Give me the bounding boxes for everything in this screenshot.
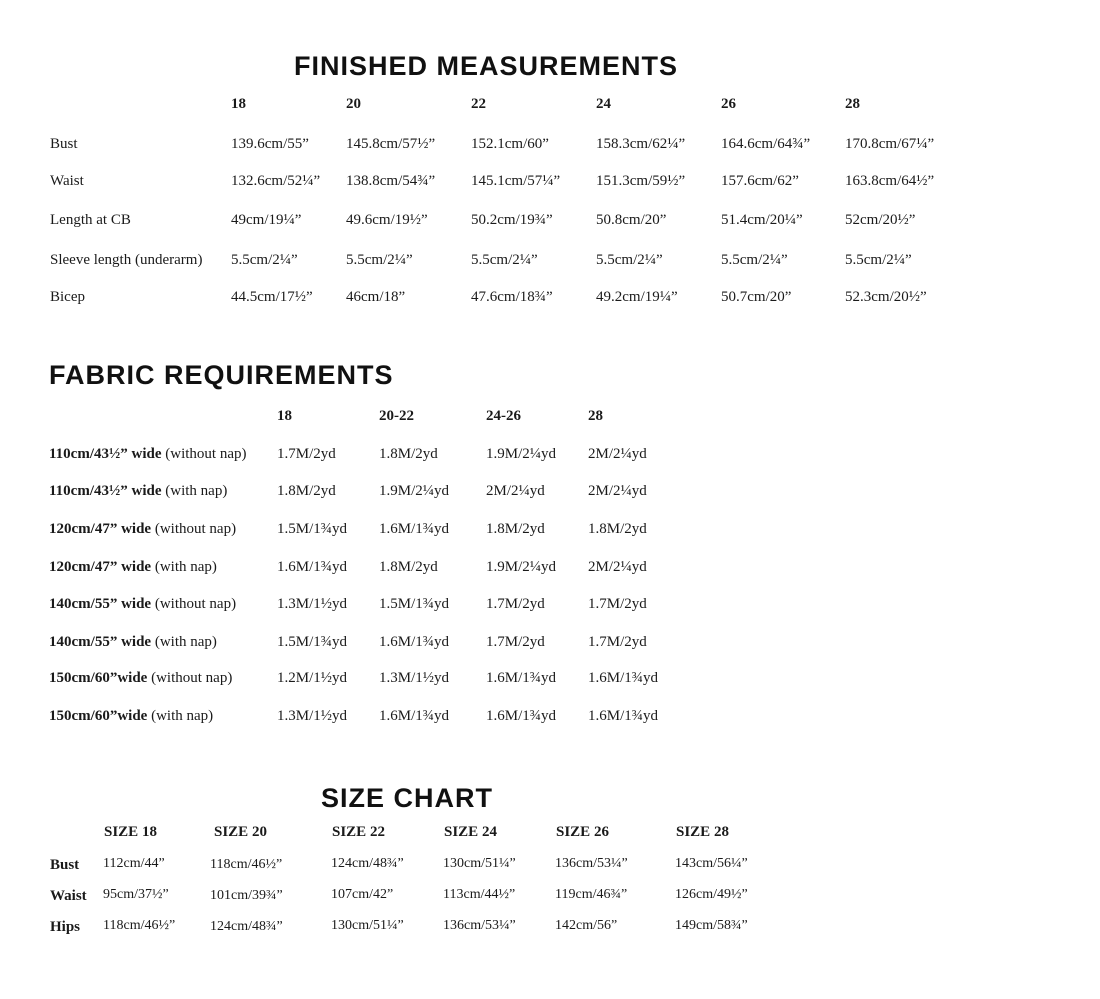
fabric-amount: 1.7M/2yd — [277, 446, 336, 462]
measurement-value: 49.2cm/19¼” — [596, 289, 678, 305]
measurement-value: 158.3cm/62¼” — [596, 136, 686, 152]
measurement-value: 52.3cm/20½” — [845, 289, 927, 305]
measurement-value: 138.8cm/54¾” — [346, 173, 436, 189]
fabric-amount: 1.8M/2yd — [379, 559, 438, 575]
fabric-amount: 1.6M/1¾yd — [277, 559, 348, 575]
row-label: Waist — [50, 888, 87, 904]
fabric-amount: 1.6M/1¾yd — [588, 708, 659, 724]
measurement-value: 5.5cm/2¼” — [845, 252, 912, 268]
body-measurement: 143cm/56¼” — [675, 856, 748, 871]
body-measurement: 118cm/46½” — [103, 918, 176, 933]
measurement-value: 49.6cm/19½” — [346, 212, 428, 228]
body-measurement: 101cm/39¾” — [210, 888, 283, 903]
fabric-amount: 1.8M/2yd — [277, 483, 336, 499]
measurement-value: 50.2cm/19¾” — [471, 212, 553, 228]
body-measurement: 126cm/49½” — [675, 887, 748, 902]
size-header: 28 — [588, 408, 603, 424]
row-label: Length at CB — [50, 212, 131, 228]
row-label: Bicep — [50, 289, 85, 305]
measurement-value: 5.5cm/2¼” — [721, 252, 788, 268]
fabric-amount: 1.5M/1¾yd — [277, 634, 348, 650]
fabric-amount: 2M/2¼yd — [486, 483, 545, 499]
fabric-width: 150cm/60”wide — [49, 708, 148, 724]
fabric-width-label — [49, 709, 213, 724]
measurement-value: 132.6cm/52¼” — [231, 173, 321, 189]
measurement-value: 145.8cm/57½” — [346, 136, 436, 152]
fabric-width-label — [49, 447, 246, 462]
nap-note: (with nap) — [151, 559, 217, 575]
measurement-value: 151.3cm/59½” — [596, 173, 686, 189]
body-measurement: 136cm/53¼” — [443, 918, 516, 933]
body-measurement: 107cm/42” — [331, 887, 394, 902]
nap-note: (without nap) — [147, 670, 233, 686]
fabric-width: 140cm/55” wide — [49, 634, 152, 650]
measurement-value: 163.8cm/64½” — [845, 173, 935, 189]
body-measurement: 149cm/58¾” — [675, 918, 748, 933]
measurement-value: 164.6cm/64¾” — [721, 136, 811, 152]
fabric-amount: 1.6M/1¾yd — [379, 708, 450, 724]
fabric-width: 140cm/55” wide — [49, 596, 152, 612]
size-header: 20 — [346, 96, 361, 112]
body-measurement: 124cm/48¾” — [331, 856, 404, 871]
fabric-amount: 1.3M/1½yd — [277, 596, 348, 612]
measurement-value: 157.6cm/62” — [721, 173, 799, 189]
body-measurement: 124cm/48¾” — [210, 919, 283, 934]
fabric-amount: 1.7M/2yd — [486, 634, 545, 650]
nap-note: (without nap) — [151, 596, 237, 612]
fabric-amount: 1.7M/2yd — [588, 634, 647, 650]
nap-note: (with nap) — [151, 634, 217, 650]
nap-note: (with nap) — [147, 708, 214, 724]
row-label: Hips — [50, 919, 81, 935]
fabric-amount: 1.2M/1½yd — [277, 670, 348, 686]
row-label: Bust — [50, 857, 80, 873]
size-header: 18 — [231, 96, 246, 112]
size-header: 18 — [277, 408, 292, 424]
size-header: SIZE 18 — [104, 824, 157, 840]
body-measurement: 113cm/44½” — [443, 887, 516, 902]
measurement-value: 5.5cm/2¼” — [231, 252, 298, 268]
measurement-value: 49cm/19¼” — [231, 212, 302, 228]
measurement-value: 47.6cm/18¾” — [471, 289, 553, 305]
measurement-value: 5.5cm/2¼” — [346, 252, 413, 268]
fabric-amount: 1.8M/2yd — [379, 446, 438, 462]
fabric-amount: 1.9M/2¼yd — [486, 446, 557, 462]
fabric-amount: 1.8M/2yd — [486, 521, 545, 537]
body-measurement: 95cm/37½” — [103, 887, 169, 902]
fabric-amount: 1.6M/1¾yd — [379, 521, 450, 537]
fabric-requirements-title: FABRIC REQUIREMENTS — [49, 360, 394, 390]
body-measurement: 142cm/56” — [555, 918, 618, 933]
fabric-width-label — [49, 597, 236, 612]
fabric-width-label — [49, 522, 236, 537]
fabric-amount: 1.8M/2yd — [588, 521, 647, 537]
measurement-value: 50.8cm/20” — [596, 212, 667, 228]
fabric-amount: 1.9M/2¼yd — [379, 483, 450, 499]
measurement-value: 52cm/20½” — [845, 212, 916, 228]
measurement-value: 170.8cm/67¼” — [845, 136, 935, 152]
fabric-amount: 1.6M/1¾yd — [486, 670, 557, 686]
size-header: 26 — [721, 96, 736, 112]
fabric-amount: 1.9M/2¼yd — [486, 559, 557, 575]
measurement-value: 145.1cm/57¼” — [471, 173, 561, 189]
fabric-width: 110cm/43½” wide — [49, 483, 162, 499]
nap-note: (without nap) — [161, 446, 247, 462]
size-header: SIZE 26 — [556, 824, 609, 840]
fabric-amount: 1.3M/1½yd — [277, 708, 348, 724]
size-header: 28 — [845, 96, 860, 112]
size-header: 24-26 — [486, 408, 521, 424]
measurement-value: 5.5cm/2¼” — [596, 252, 663, 268]
fabric-width-label — [49, 671, 232, 686]
finished-measurements-title: FINISHED MEASUREMENTS — [294, 51, 679, 81]
nap-note: (without nap) — [151, 521, 237, 537]
measurement-value: 44.5cm/17½” — [231, 289, 313, 305]
fabric-width-label — [49, 635, 217, 650]
fabric-amount: 1.6M/1¾yd — [379, 634, 450, 650]
measurement-value: 139.6cm/55” — [231, 136, 309, 152]
fabric-amount: 1.7M/2yd — [588, 596, 647, 612]
fabric-amount: 1.6M/1¾yd — [486, 708, 557, 724]
size-header: SIZE 24 — [444, 824, 497, 840]
measurement-value: 51.4cm/20¼” — [721, 212, 803, 228]
nap-note: (with nap) — [161, 483, 228, 499]
size-header: 20-22 — [379, 408, 414, 424]
size-header: SIZE 20 — [214, 824, 267, 840]
body-measurement: 130cm/51¼” — [443, 856, 516, 871]
fabric-width: 150cm/60”wide — [49, 670, 148, 686]
row-label: Sleeve length (underarm) — [50, 252, 203, 268]
size-header: SIZE 22 — [332, 824, 385, 840]
fabric-width: 110cm/43½” wide — [49, 446, 162, 462]
measurement-value: 46cm/18” — [346, 289, 406, 305]
fabric-amount: 2M/2¼yd — [588, 446, 647, 462]
body-measurement: 136cm/53¼” — [555, 856, 628, 871]
size-header: 24 — [596, 96, 611, 112]
fabric-amount: 2M/2¼yd — [588, 483, 647, 499]
body-measurement: 119cm/46¾” — [555, 887, 628, 902]
fabric-width-label — [49, 484, 227, 499]
size-header: 22 — [471, 96, 486, 112]
measurement-value: 5.5cm/2¼” — [471, 252, 538, 268]
measurement-value: 152.1cm/60” — [471, 136, 549, 152]
body-measurement: 118cm/46½” — [210, 857, 283, 872]
fabric-amount: 2M/2¼yd — [588, 559, 647, 575]
fabric-width: 120cm/47” wide — [49, 559, 152, 575]
size-header: SIZE 28 — [676, 824, 729, 840]
fabric-amount: 1.6M/1¾yd — [588, 670, 659, 686]
fabric-width: 120cm/47” wide — [49, 521, 152, 537]
fabric-amount: 1.7M/2yd — [486, 596, 545, 612]
row-label: Waist — [50, 173, 84, 189]
size-chart-title: SIZE CHART — [321, 783, 493, 813]
body-measurement: 112cm/44” — [103, 856, 165, 871]
measurement-value: 50.7cm/20” — [721, 289, 792, 305]
fabric-width-label — [49, 560, 217, 575]
body-measurement: 130cm/51¼” — [331, 918, 404, 933]
fabric-amount: 1.5M/1¾yd — [277, 521, 348, 537]
fabric-amount: 1.3M/1½yd — [379, 670, 450, 686]
fabric-amount: 1.5M/1¾yd — [379, 596, 450, 612]
row-label: Bust — [50, 136, 78, 152]
